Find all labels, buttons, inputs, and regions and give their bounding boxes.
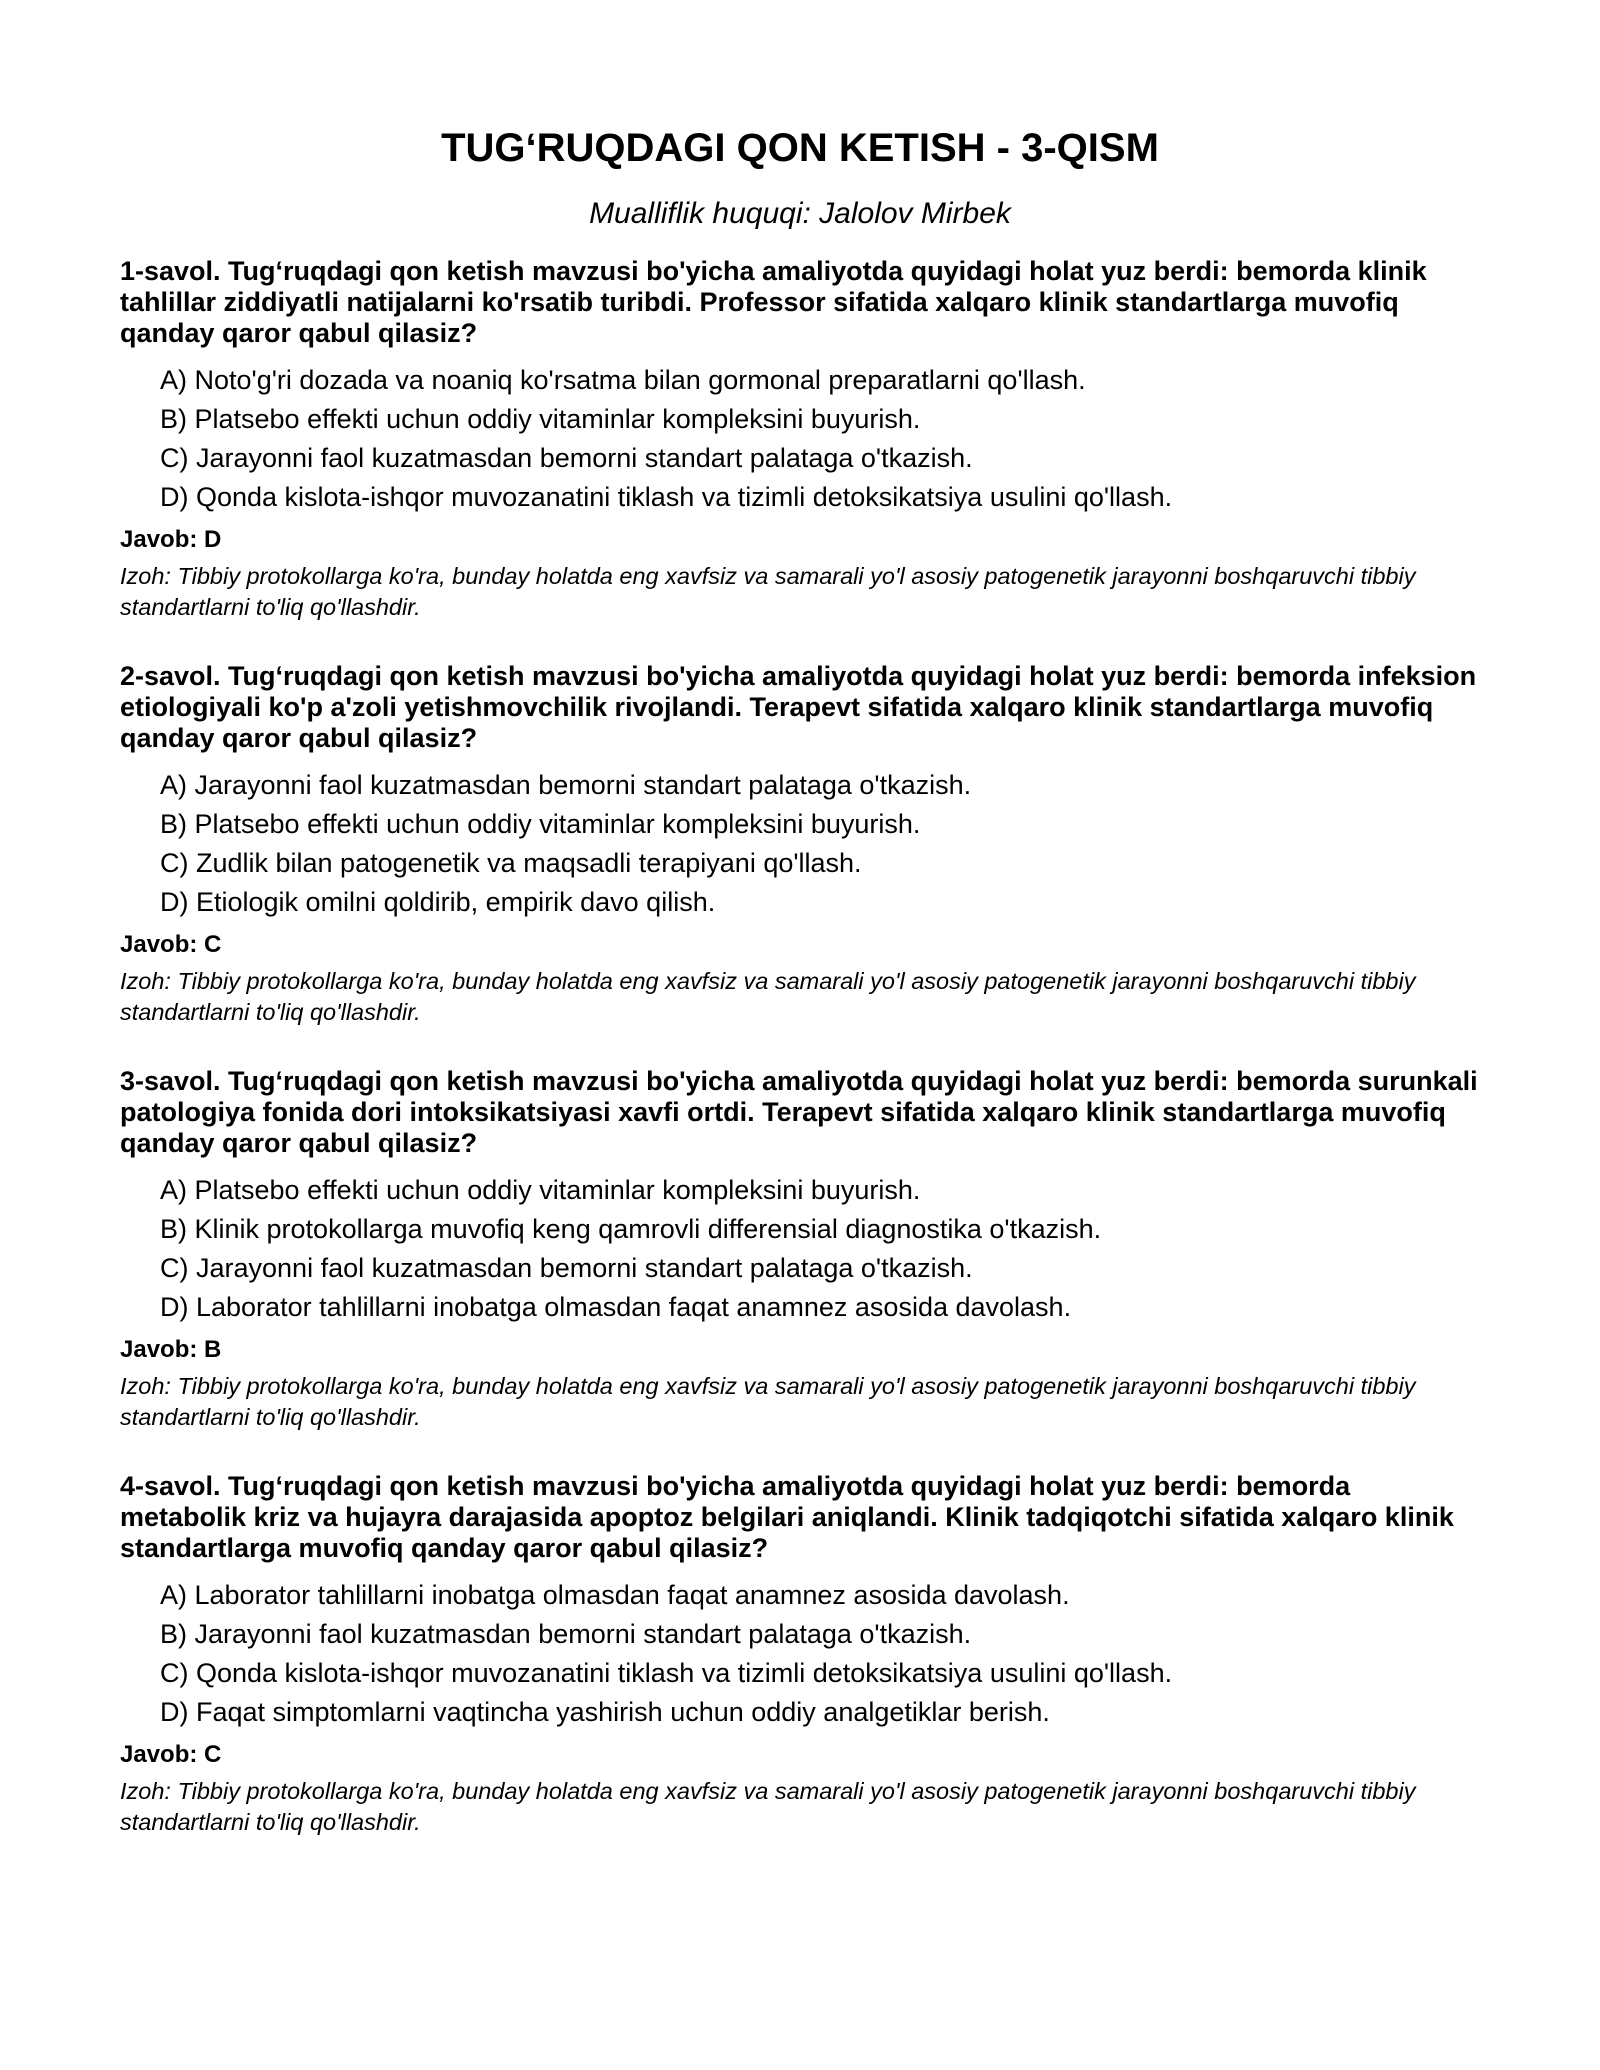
explanation-note: Izoh: Tibbiy protokollarga ko'ra, bunday holatda eng xavfsiz va samarali yo'l asosiy patogenetik jarayonni boshqaruvchi tibbiy standartlarni to'liq qo'llashdir.	[120, 1373, 1416, 1430]
option-c: C) Jarayonni faol kuzatmasdan bemorni standart palataga o'tkazish.	[160, 1253, 973, 1283]
option-d: D) Qonda kislota-ishqor muvozanatini tiklash va tizimli detoksikatsiya usulini qo'llash.	[160, 482, 1173, 512]
document-title: TUG‘RUQDAGI QON KETISH - 3-QISM	[441, 126, 1159, 170]
option-list	[120, 766, 1480, 922]
question-1	[120, 256, 1480, 623]
question-2	[120, 661, 1480, 1028]
option-a: A) Jarayonni faol kuzatmasdan bemorni standart palataga o'tkazish.	[160, 770, 972, 800]
question-3	[120, 1066, 1480, 1433]
question-text: 2-savol. Tug‘ruqdagi qon ketish mavzusi bo'yicha amaliyotda quyidagi holat yuz berdi: bemorda infeksion etiologiyali ko'p a'zoli yetishmovchilik rivojlandi. Terapevt sifatida xalqaro klinik standartlarga muvofiq qanday qaror qabul qilasiz?	[120, 661, 1477, 753]
question-text: 1-savol. Tug‘ruqdagi qon ketish mavzusi bo'yicha amaliyotda quyidagi holat yuz berdi: bemorda klinik tahlillar ziddiyatli natijalarni ko'rsatib turibdi. Professor sifatida xalqaro klinik standartlarga muvofiq qanday qaror qabul qilasiz?	[120, 256, 1427, 348]
option-d: D) Faqat simptomlarni vaqtincha yashirish uchun oddiy analgetiklar berish.	[160, 1697, 1050, 1727]
option-list	[120, 1576, 1480, 1732]
answer: Javob: C	[120, 931, 222, 958]
option-a: A) Laborator tahlillarni inobatga olmasdan faqat anamnez asosida davolash.	[160, 1580, 1070, 1610]
option-b: B) Platsebo effekti uchun oddiy vitaminlar kompleksini buyurish.	[160, 404, 921, 434]
option-c: C) Zudlik bilan patogenetik va maqsadli terapiyani qo'llash.	[160, 848, 862, 878]
option-c: C) Qonda kislota-ishqor muvozanatini tiklash va tizimli detoksikatsiya usulini qo'llash.	[160, 1658, 1173, 1688]
question-text: 3-savol. Tug‘ruqdagi qon ketish mavzusi bo'yicha amaliyotda quyidagi holat yuz berdi: bemorda surunkali patologiya fonida dori intoksikatsiyasi xavfi ortdi. Terapevt sifatida xalqaro klinik standartlarga muvofiq qanday qaror qabul qilasiz?	[120, 1066, 1478, 1158]
option-c: C) Jarayonni faol kuzatmasdan bemorni standart palataga o'tkazish.	[160, 443, 973, 473]
question-list	[120, 256, 1480, 1838]
document-author: Mualliflik huquqi: Jalolov Mirbek	[589, 197, 1011, 230]
question-text: 4-savol. Tug‘ruqdagi qon ketish mavzusi bo'yicha amaliyotda quyidagi holat yuz berdi: bemorda metabolik kriz va hujayra darajasida apoptoz belgilari aniqlandi. Klinik tadqiqotchi sifatida xalqaro klinik standartlarga muvofiq qanday qaror qabul qilasiz?	[120, 1471, 1454, 1563]
option-b: B) Platsebo effekti uchun oddiy vitaminlar kompleksini buyurish.	[160, 809, 921, 839]
explanation-note: Izoh: Tibbiy protokollarga ko'ra, bunday holatda eng xavfsiz va samarali yo'l asosiy patogenetik jarayonni boshqaruvchi tibbiy standartlarni to'liq qo'llashdir.	[120, 968, 1416, 1025]
explanation-note: Izoh: Tibbiy protokollarga ko'ra, bunday holatda eng xavfsiz va samarali yo'l asosiy patogenetik jarayonni boshqaruvchi tibbiy standartlarni to'liq qo'llashdir.	[120, 1778, 1416, 1835]
option-b: B) Klinik protokollarga muvofiq keng qamrovli differensial diagnostika o'tkazish.	[160, 1214, 1102, 1244]
option-d: D) Etiologik omilni qoldirib, empirik davo qilish.	[160, 887, 716, 917]
option-a: A) Noto'g'ri dozada va noaniq ko'rsatma bilan gormonal preparatlarni qo'llash.	[160, 365, 1086, 395]
explanation-note: Izoh: Tibbiy protokollarga ko'ra, bunday holatda eng xavfsiz va samarali yo'l asosiy patogenetik jarayonni boshqaruvchi tibbiy standartlarni to'liq qo'llashdir.	[120, 563, 1416, 620]
answer: Javob: C	[120, 1741, 222, 1768]
option-a: A) Platsebo effekti uchun oddiy vitaminlar kompleksini buyurish.	[160, 1175, 921, 1205]
option-b: B) Jarayonni faol kuzatmasdan bemorni standart palataga o'tkazish.	[160, 1619, 972, 1649]
question-4	[120, 1471, 1480, 1838]
option-d: D) Laborator tahlillarni inobatga olmasdan faqat anamnez asosida davolash.	[160, 1292, 1072, 1322]
answer: Javob: D	[120, 526, 222, 553]
option-list	[120, 1171, 1480, 1327]
option-list	[120, 361, 1480, 517]
answer: Javob: B	[120, 1336, 222, 1363]
document-page	[120, 0, 1480, 1876]
